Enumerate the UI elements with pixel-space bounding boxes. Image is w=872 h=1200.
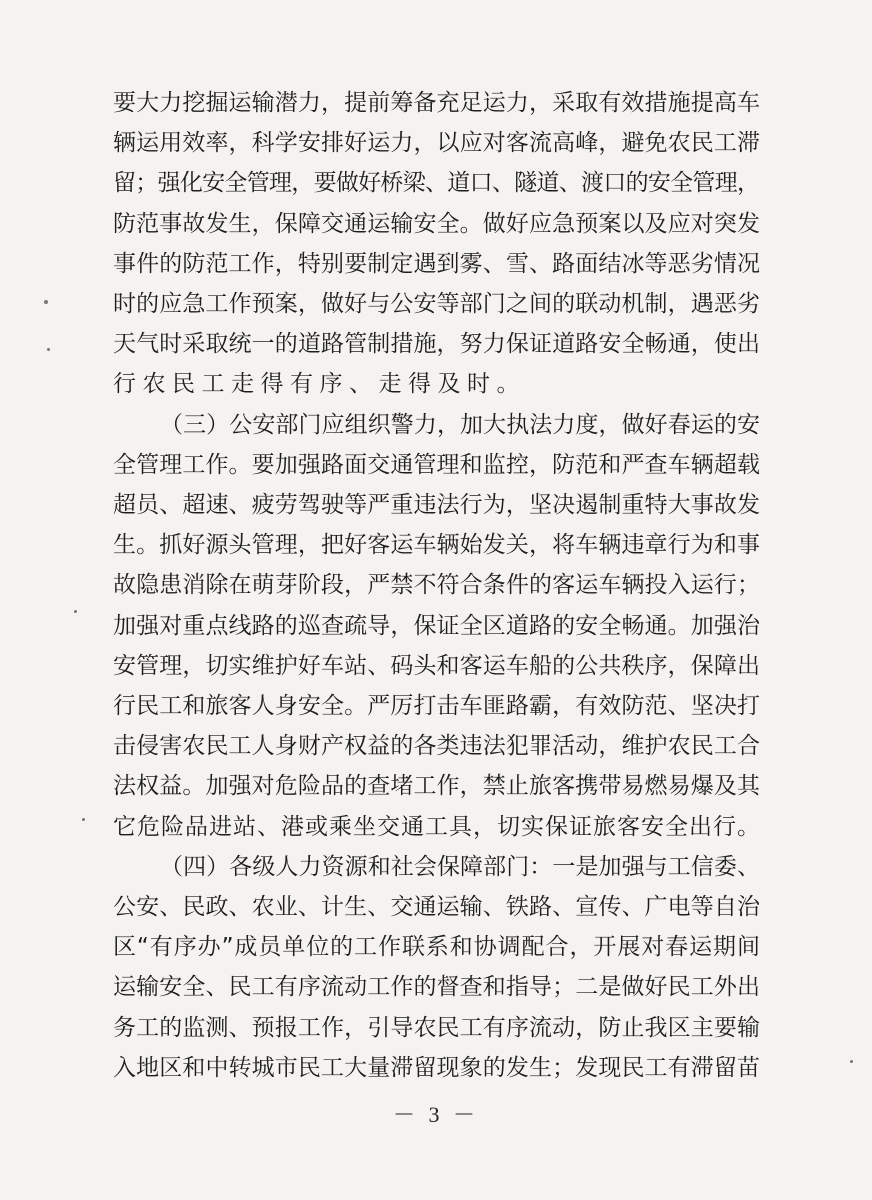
text-line: 加强对重点线路的巡查疏导，保证全区道路的安全畅通。加强治 [113, 612, 761, 639]
text-line: （三）公安部门应组织警力，加大执法力度，做好春运的安 [160, 411, 761, 438]
text-line: 行农民工走得有序、走得及时。 [113, 371, 526, 398]
text-line: 务工的监测、预报工作，引导农民工有序流动，防止我区主要输 [113, 1014, 761, 1041]
text-line: 区“有序办”成员单位的工作联系和协调配合，开展对春运期间 [113, 934, 761, 961]
scan-speck [82, 818, 85, 821]
page-number: － 3 － [392, 1102, 479, 1127]
text-line: 超员、超速、疲劳驾驶等严重违法行为，坚决遏制重特大事故发 [113, 492, 761, 518]
text-line: 生。抓好源头管理，把好客运车辆始发关，将车辆违章行为和事 [113, 532, 761, 559]
text-line: 辆运用效率，科学安排好运力，以应对客流高峰，避免农民工滞 [113, 130, 761, 157]
text-line: 故隐患消除在萌芽阶段，严禁不符合条件的客运车辆投入运行； [113, 572, 761, 599]
text-line: 运输安全、民工有序流动工作的督查和指导；二是做好民工外出 [113, 974, 761, 1001]
text-line: 公安、民政、农业、计生、交通运输、铁路、宣传、广电等自治 [113, 894, 761, 920]
text-line: 事件的防范工作，特别要制定遇到雾、雪、路面结冰等恶劣情况 [113, 250, 761, 277]
text-line: 击侵害农民工人身财产权益的各类违法犯罪活动，维护农民工合 [113, 733, 761, 760]
text-line: 法权益。加强对危险品的查堵工作，禁止旅客携带易燃易爆及其 [113, 773, 761, 800]
text-line: 入地区和中转城市民工大量滞留现象的发生；发现民工有滞留苗 [113, 1054, 761, 1081]
text-line: 要大力挖掘运输潜力，提前筹备充足运力，采取有效措施提高车 [113, 90, 761, 116]
scan-speck [44, 300, 48, 304]
scan-speck [850, 1060, 853, 1063]
text-line: 留；强化安全管理，要做好桥梁、道口、隧道、渡口的安全管理， [113, 170, 760, 197]
scan-speck [74, 610, 77, 613]
text-line: 安管理，切实维护好车站、码头和客运车船的公共秩序，保障出 [113, 652, 761, 679]
scan-speck [47, 348, 50, 351]
text-line: 防范事故发生，保障交通运输安全。做好应急预案以及应对突发 [113, 210, 761, 237]
text-line: 它危险品进站、港或乘坐交通工具，切实保证旅客安全出行。 [113, 813, 761, 840]
text-line: 时的应急工作预案，做好与公安等部门之间的联动机制，遇恶劣 [113, 291, 761, 317]
text-line: 行民工和旅客人身安全。严厉打击车匪路霸，有效防范、坚决打 [113, 693, 761, 719]
text-line: （四）各级人力资源和社会保障部门：一是加强与工信委、 [160, 853, 761, 880]
text-line: 全管理工作。要加强路面交通管理和监控，防范和严查车辆超载 [113, 451, 761, 478]
text-line: 天气时采取统一的道路管制措施，努力保证道路安全畅通，使出 [113, 331, 761, 358]
